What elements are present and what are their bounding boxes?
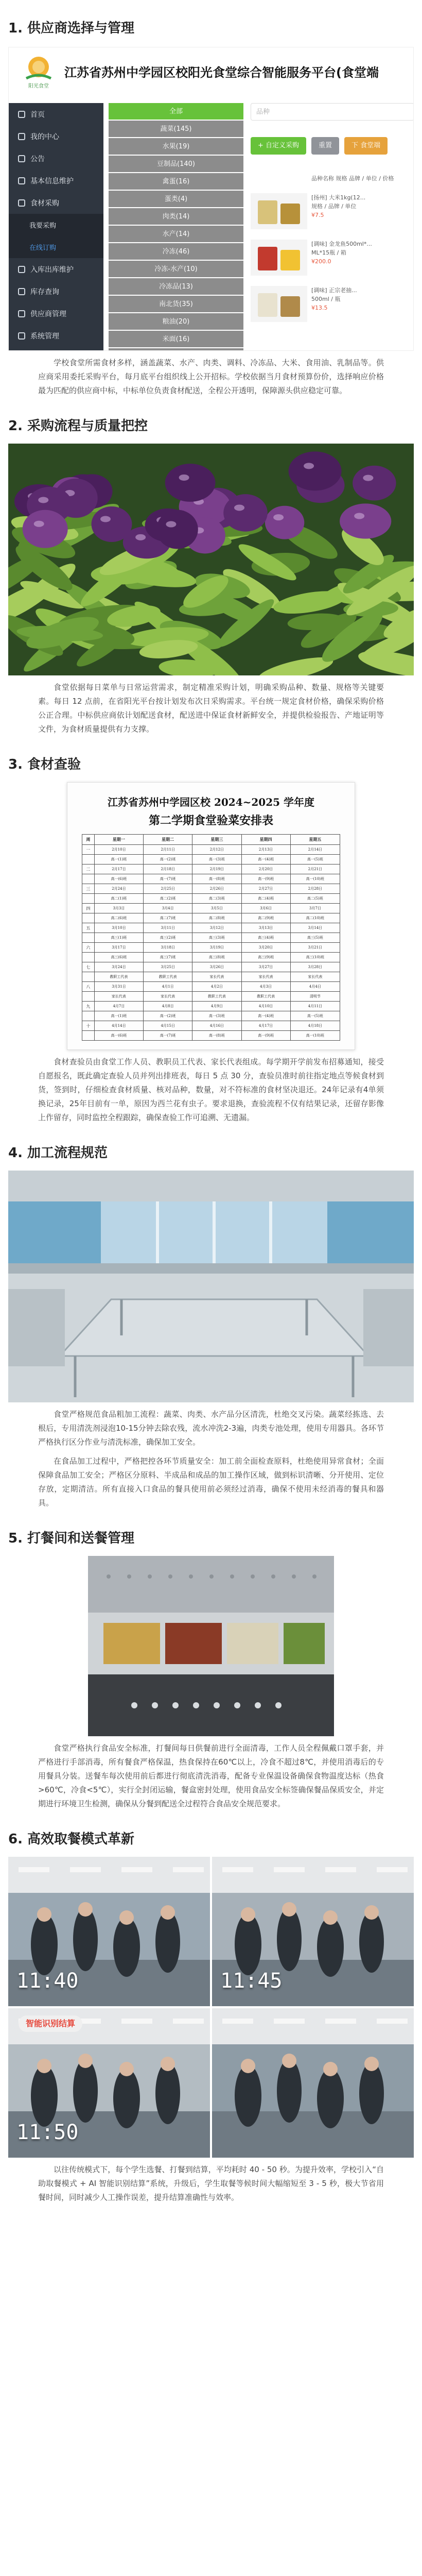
schedule-cell: 3月21日 (290, 943, 340, 953)
schedule-cell (82, 1031, 95, 1041)
schedule-cell: 2月21日 (290, 865, 340, 874)
product-panel (251, 103, 414, 322)
product-thumbnail (251, 286, 307, 322)
sidebar-item[interactable] (9, 302, 103, 325)
schedule-cell: 教职工代表 (94, 972, 143, 982)
category-item[interactable]: 禽蛋(16) (109, 173, 243, 191)
schedule-cell: 3月20日 (241, 943, 290, 953)
schedule-cell: 高三(9)班 (241, 953, 290, 962)
sidebar-item[interactable] (9, 147, 103, 170)
schedule-cell: 五 (82, 923, 95, 933)
schedule-cell: 高一(10)班 (290, 874, 340, 884)
sidebar-item[interactable] (9, 125, 103, 147)
category-item[interactable]: 蔬菜(145) (109, 121, 243, 138)
schedule-cell: 高三(1)班 (94, 933, 143, 943)
schedule-cell: 2月25日 (144, 884, 192, 894)
category-item[interactable]: 冷冻品(13) (109, 278, 243, 296)
platform-logo (19, 52, 58, 91)
product-price: ¥200.0 (311, 258, 331, 265)
schedule-row (82, 943, 340, 953)
category-item[interactable]: 水产(14) (109, 226, 243, 243)
sidebar-item-label: 首页 (30, 110, 45, 119)
schedule-cell: 高一(2)班 (144, 1011, 192, 1021)
schedule-header-cell: 星期四 (241, 835, 290, 845)
schedule-cell: 高一(2)班 (144, 855, 192, 865)
schedule-cell: 高一(7)班 (144, 1031, 192, 1041)
schedule-cell: 3月12日 (192, 923, 241, 933)
sidebar-item-label: 在线订购 (29, 244, 57, 252)
menu-icon (18, 199, 25, 207)
product-info (307, 286, 357, 312)
schedule-cell: 2月11日 (144, 845, 192, 855)
schedule-cell: 3月31日 (94, 982, 143, 992)
schedule-cell: 高二(10)班 (290, 913, 340, 923)
sidebar-item-label: 系统管理 (30, 332, 59, 341)
schedule-cell: 家长代表 (144, 992, 192, 1002)
category-item[interactable]: 粮油(20) (109, 313, 243, 331)
schedule-cell: 高一(9)班 (241, 874, 290, 884)
schedule-cell: 高三(5)班 (290, 933, 340, 943)
schedule-cell: 高二(4)班 (241, 894, 290, 904)
schedule-cell: 3月4日 (144, 904, 192, 913)
schedule-cell: 3月18日 (144, 943, 192, 953)
schedule-cell: 高三(3)班 (192, 933, 241, 943)
schedule-cell: 4月10日 (241, 1002, 290, 1011)
product-spec: ML*15瓶 / 箱 (311, 249, 346, 256)
dining-photo (212, 2008, 414, 2158)
paragraph-processing-2: 在食品加工过程中，严格把控各环节质量安全：加工前全面检查原料，杜绝使用异常食材；全面保障食品加工安全；严格区分原料、半成品和成品的加工操作区域，做到标识清晰、分开使用、定位存放，定期清洁。所有直接入口食品的餐具使用前必须经过消毒，确保不使用未经消毒的餐具和器具。 (38, 1456, 384, 1507)
schedule-cell: 2月18日 (144, 865, 192, 874)
section-title-serving: 5. 打餐间和送餐管理 (8, 1531, 135, 1546)
schedule-cell: 高三(6)班 (94, 953, 143, 962)
menu-icon (18, 111, 25, 118)
sidebar-item-label: 我的中心 (30, 132, 59, 141)
schedule-cell: 家长代表 (290, 972, 340, 982)
sidebar-item[interactable] (9, 258, 103, 280)
category-item[interactable]: 豆制品(140) (109, 156, 243, 173)
schedule-cell: 3月25日 (144, 962, 192, 972)
product-info (307, 193, 365, 219)
schedule-cell (82, 894, 95, 904)
schedule-cell: 高二(2)班 (144, 894, 192, 904)
schedule-cell (82, 913, 95, 923)
category-item[interactable]: 冷冻(46) (109, 243, 243, 261)
schedule-cell: 4月2日 (192, 982, 241, 992)
sidebar-item[interactable] (9, 170, 103, 192)
schedule-cell: 4月3日 (241, 982, 290, 992)
schedule-cell: 七 (82, 962, 95, 972)
schedule-header-row (82, 835, 340, 845)
paragraph-serving: 食堂严格执行食品安全标准，打餐间每日供餐前进行全面清毒，工作人员全程佩戴口罩手套，并严格进行手部消毒，所有餐食严格保温，热食保持在60℃以上，冷食不超过8℃，并使用消毒后的专用餐具分装。送餐车每次使用前后都进行彻底清洗消毒，配备专业保温设备确保食物温度达标（热食>60℃，冷食<5℃），实行全封闭运输，餐盒密封处理，使用食品安全标签确保餐品保质安全，并定期进行环境卫生检测，确保从分餐到配送全过程符合食品安全规范要求。 (38, 1743, 384, 1808)
sidebar-item[interactable] (9, 280, 103, 302)
canteen-button[interactable]: 下 食堂端 (344, 137, 388, 155)
dining-photo (8, 2008, 210, 2158)
schedule-cell: 二 (82, 865, 95, 874)
schedule-cell: 2月27日 (241, 884, 290, 894)
schedule-cell: 4月8日 (144, 1002, 192, 1011)
schedule-cell: 高二(7)班 (144, 913, 192, 923)
schedule-cell: 4月7日 (94, 1002, 143, 1011)
schedule-cell: 高二(5)班 (290, 894, 340, 904)
schedule-cell: 3月17日 (94, 943, 143, 953)
schedule-cell: 十 (82, 1021, 95, 1031)
schedule-header-cell: 星期一 (94, 835, 143, 845)
schedule-cell: 4月16日 (192, 1021, 241, 1031)
schedule-cell: 3月27日 (241, 962, 290, 972)
action-buttons (251, 137, 414, 155)
product-info (307, 240, 372, 266)
schedule-title-line2: 第二学期食堂验菜安排表 (148, 814, 273, 827)
schedule-cell: 高二(9)班 (241, 913, 290, 923)
schedule-cell: 3月11日 (144, 923, 192, 933)
schedule-cell: 高一(4)班 (241, 855, 290, 865)
schedule-cell: 高三(8)班 (192, 953, 241, 962)
sidebar-item[interactable] (9, 192, 103, 214)
schedule-cell: 家长代表 (192, 972, 241, 982)
schedule-cell: 高一(8)班 (192, 1031, 241, 1041)
dining-photo (8, 1857, 210, 2006)
schedule-cell: 高三(4)班 (241, 933, 290, 943)
category-item[interactable]: 水果(19) (109, 138, 243, 156)
schedule-cell (82, 1011, 95, 1021)
category-item[interactable]: 米面(16) (109, 331, 243, 348)
schedule-cell: 3月19日 (192, 943, 241, 953)
menu-icon (18, 310, 25, 317)
product-thumbnail (251, 240, 307, 276)
sidebar-item-label: 公告 (30, 155, 45, 163)
sidebar-item[interactable] (9, 236, 103, 258)
schedule-row (82, 913, 340, 923)
schedule-cell: 教职工代表 (192, 992, 241, 1002)
schedule-cell: 3月7日 (290, 904, 340, 913)
schedule-cell: 六 (82, 943, 95, 953)
schedule-cell: 4月9日 (192, 1002, 241, 1011)
schedule-row (82, 1031, 340, 1041)
schedule-cell: 3月14日 (290, 923, 340, 933)
schedule-cell: 四 (82, 904, 95, 913)
schedule-cell: 2月10日 (94, 845, 143, 855)
schedule-cell: 4月11日 (290, 1002, 340, 1011)
menu-icon (18, 155, 25, 162)
schedule-row (82, 982, 340, 992)
product-spec: 规格 / 品牌 / 单位 (311, 203, 357, 210)
schedule-row (82, 992, 340, 1002)
vegetable-photo (8, 444, 414, 675)
sidebar-item-label: 供应商管理 (30, 310, 66, 318)
sidebar-item-label: 基本信息维护 (30, 177, 74, 185)
product-price: ¥13.5 (311, 304, 328, 311)
schedule-cell (82, 933, 95, 943)
schedule-cell: 2月13日 (241, 845, 290, 855)
sidebar-item[interactable] (9, 325, 103, 347)
schedule-cell: 高二(6)班 (94, 913, 143, 923)
schedule-cell (82, 874, 95, 884)
search-input[interactable]: 品种 (251, 103, 414, 121)
platform-header (9, 47, 413, 95)
schedule-row (82, 894, 340, 904)
sidebar-item-label: 库存查询 (30, 287, 59, 296)
paragraph-supplier: 学校食堂所需食材多样，涵盖蔬菜、水产、肉类、调料、冷冻品、大米、食用油、乳制品等。供应商采用委托采购平台，每月底平台组织线上公开招标。学校依据当月食材预算份价，选择响应价格最为匹配的供应商中标，中标单位负责食材配送，全程公开透明，保障源头供应稳定可靠。 (38, 358, 384, 395)
product-row[interactable] (251, 240, 414, 276)
product-price: ¥7.5 (311, 212, 324, 218)
schedule-cell: 高三(10)班 (290, 953, 340, 962)
schedule-cell: 2月12日 (192, 845, 241, 855)
schedule-row (82, 865, 340, 874)
schedule-row (82, 953, 340, 962)
product-column-header: 品种名称 规格 品牌 / 单位 / 价格 (311, 175, 394, 182)
schedule-cell (82, 855, 95, 865)
product-name: [扬州] 大米1kg(12... (311, 194, 366, 201)
schedule-header-cell: 星期二 (144, 835, 192, 845)
schedule-cell: 2月20日 (241, 865, 290, 874)
category-item[interactable]: 全部 (109, 103, 243, 121)
schedule-cell: 高二(3)班 (192, 894, 241, 904)
schedule-cell: 2月26日 (192, 884, 241, 894)
schedule-row (82, 1021, 340, 1031)
schedule-cell: 3月13日 (241, 923, 290, 933)
menu-icon (18, 133, 25, 140)
schedule-cell: 高一(5)班 (290, 1011, 340, 1021)
schedule-cell: 2月17日 (94, 865, 143, 874)
schedule-cell: 三 (82, 884, 95, 894)
section-title-procurement: 2. 采购流程与质量把控 (8, 418, 148, 434)
schedule-row (82, 1002, 340, 1011)
platform-logo-text: 阳光食堂 (28, 83, 49, 89)
schedule-cell: 高二(8)班 (192, 913, 241, 923)
kitchen-photo (8, 1171, 414, 1402)
schedule-header-cell: 星期三 (192, 835, 241, 845)
schedule-cell: 高二(1)班 (94, 894, 143, 904)
schedule-row (82, 904, 340, 913)
schedule-cell: 高一(7)班 (144, 874, 192, 884)
category-item[interactable]: 南北货(35) (109, 296, 243, 313)
schedule-cell: 教职工代表 (144, 972, 192, 982)
product-list (251, 193, 414, 322)
paragraph-dining: 以往传统模式下，每个学生选餐、打餐到结算，平均耗时 40 - 50 秒。为提升效率，学校引入“自助取餐模式 + AI 智能识别结算”系统，升级后，学生取餐等候时间大幅缩短至 3 - 5 秒，极大节省用餐时间，同时减少人工操作误差，提升结算准确性与效率。 (38, 2165, 384, 2202)
category-item[interactable]: 肉类(14) (109, 208, 243, 226)
schedule-cell: 高一(3)班 (192, 1011, 241, 1021)
schedule-cell: 2月28日 (290, 884, 340, 894)
schedule-cell: 清明节 (290, 992, 340, 1002)
serving-counter-photo (88, 1556, 334, 1736)
schedule-cell: 高一(1)班 (94, 855, 143, 865)
schedule-cell: 高一(6)班 (94, 1031, 143, 1041)
custom-purchase-button[interactable]: + 自定义采购 (251, 137, 306, 155)
schedule-cell: 一 (82, 845, 95, 855)
schedule-cell: 高一(1)班 (94, 1011, 143, 1021)
reset-button[interactable]: 重置 (311, 137, 339, 155)
platform-screenshot (8, 47, 414, 351)
schedule-cell: 3月28日 (290, 962, 340, 972)
dining-photo (212, 1857, 414, 2006)
schedule-table (82, 834, 340, 1041)
schedule-cell: 4月1日 (144, 982, 192, 992)
sidebar-item-label: 食材采购 (30, 199, 59, 208)
schedule-cell: 4月14日 (94, 1021, 143, 1031)
category-item[interactable]: 冷冻-水产(10) (109, 261, 243, 278)
schedule-cell (82, 972, 95, 982)
ai-checkout-banner: 智能识别结算 (19, 2015, 82, 2032)
schedule-header-cell: 星期五 (290, 835, 340, 845)
schedule-row (82, 845, 340, 855)
schedule-cell: 2月14日 (290, 845, 340, 855)
sidebar-item[interactable] (9, 214, 103, 236)
section-title-inspection: 3. 食材查验 (8, 757, 81, 772)
schedule-cell: 4月4日 (290, 982, 340, 992)
schedule-cell: 3月5日 (192, 904, 241, 913)
schedule-row (82, 923, 340, 933)
schedule-cell: 4月15日 (144, 1021, 192, 1031)
dining-photo-grid (8, 1857, 414, 2158)
product-row[interactable] (251, 193, 414, 229)
schedule-row (82, 855, 340, 865)
product-name: [调味] 正宗老抽... (311, 287, 357, 294)
category-list (109, 103, 243, 351)
menu-icon (18, 177, 25, 184)
product-name: [调味] 金龙鱼500ml*... (311, 241, 372, 247)
menu-icon (18, 266, 25, 273)
platform-sidebar (9, 103, 103, 351)
schedule-cell: 3月3日 (94, 904, 143, 913)
platform-title: 江苏省苏州中学园区校阳光食堂综合智能服务平台(食堂端 (64, 65, 379, 80)
schedule-cell: 高一(10)班 (290, 1031, 340, 1041)
schedule-cell (82, 953, 95, 962)
category-item[interactable] (109, 348, 243, 351)
schedule-cell: 4月17日 (241, 1021, 290, 1031)
schedule-cell: 家长代表 (94, 992, 143, 1002)
section-title-processing: 4. 加工流程规范 (8, 1145, 108, 1161)
schedule-row (82, 933, 340, 943)
schedule-cell: 教职工代表 (241, 992, 290, 1002)
paragraph-inspection: 食材查验员由食堂工作人员、教职员工代表、家长代表组成。每学期开学前发布招募通知，接受自愿报名，既此确定查验人员并列出排班表，每日 5 点 30 分，查验员准时前往指定地点等候食材到货，签到时，仔细检查食材质量、核对品种，数量，对不符标准的食材坚决退还。24年记录有4单须换记录，25年目前有一单，原因为西兰花有虫子。要求退换，查验流程不仅有结果记录，还留存影像上作留存，同时监控全程跟踪，确保查验工作可追溯、无遗漏。 (38, 1057, 384, 1122)
schedule-cell: 高一(3)班 (192, 855, 241, 865)
schedule-cell: 高一(9)班 (241, 1031, 290, 1041)
schedule-cell: 3月6日 (241, 904, 290, 913)
product-row[interactable] (251, 286, 414, 322)
schedule-cell: 八 (82, 982, 95, 992)
schedule-cell: 九 (82, 1002, 95, 1011)
schedule-cell (82, 992, 95, 1002)
schedule-row (82, 962, 340, 972)
schedule-cell: 高一(4)班 (241, 1011, 290, 1021)
paragraph-processing-1: 食堂严格规范食品粗加工流程：蔬菜、肉类、水产品分区清洗，杜绝交叉污染。蔬菜经拣选、去根后，专用清洗剂浸泡10-15分钟去除农残，流水冲洗2-3遍，肉类专池处理，使用专用器具。各环节严格执行区分作业与清洗标准，确保加工安全。 (38, 1410, 384, 1447)
photo-timestamp: 11:50 (16, 2121, 79, 2144)
schedule-row (82, 972, 340, 982)
schedule-row (82, 874, 340, 884)
schedule-cell: 2月19日 (192, 865, 241, 874)
schedule-cell: 高一(5)班 (290, 855, 340, 865)
schedule-cell: 4月18日 (290, 1021, 340, 1031)
menu-icon (18, 288, 25, 295)
schedule-cell: 高一(8)班 (192, 874, 241, 884)
schedule-cell: 2月24日 (94, 884, 143, 894)
schedule-cell: 家长代表 (241, 972, 290, 982)
section-title-dining: 6. 高效取餐模式革新 (8, 1832, 135, 1847)
product-thumbnail (251, 193, 307, 229)
section-title-supplier: 1. 供应商选择与管理 (8, 21, 135, 36)
sidebar-item-label: 我要采购 (29, 222, 57, 230)
product-spec: 500ml / 瓶 (311, 296, 341, 302)
photo-timestamp: 11:45 (220, 1969, 283, 1993)
paragraph-procurement: 食堂依据每日菜单与日常运营需求，制定精准采购计划，明确采购品种、数量、规格等关键要素。每日 12 点前，在省阳光平台按计划发布次日采购需求。平台统一规定食材价格，确保采购价格公正合理。中标供应商依计划配送食材，配送进中保证食材新鲜安全，并提供检验报告、产地证明等文件，为食材质量提供有力支撑。 (38, 683, 384, 734)
sidebar-item[interactable] (9, 103, 103, 125)
category-item[interactable]: 蛋类(4) (109, 191, 243, 208)
schedule-cell: 3月10日 (94, 923, 143, 933)
schedule-cell: 高三(2)班 (144, 933, 192, 943)
schedule-cell: 3月24日 (94, 962, 143, 972)
schedule-header-cell: 周 (82, 835, 95, 845)
schedule-row (82, 884, 340, 894)
schedule-cell: 3月26日 (192, 962, 241, 972)
schedule-row (82, 1011, 340, 1021)
schedule-title-line1: 江苏省苏州中学园区校 2024~2025 学年度 (107, 796, 314, 808)
schedule-cell: 高三(7)班 (144, 953, 192, 962)
sidebar-item-label: 入库出库维护 (30, 265, 74, 274)
schedule-cell: 高一(6)班 (94, 874, 143, 884)
inspection-schedule-document (67, 782, 355, 1050)
photo-timestamp: 11:40 (16, 1969, 79, 1993)
menu-icon (18, 332, 25, 340)
